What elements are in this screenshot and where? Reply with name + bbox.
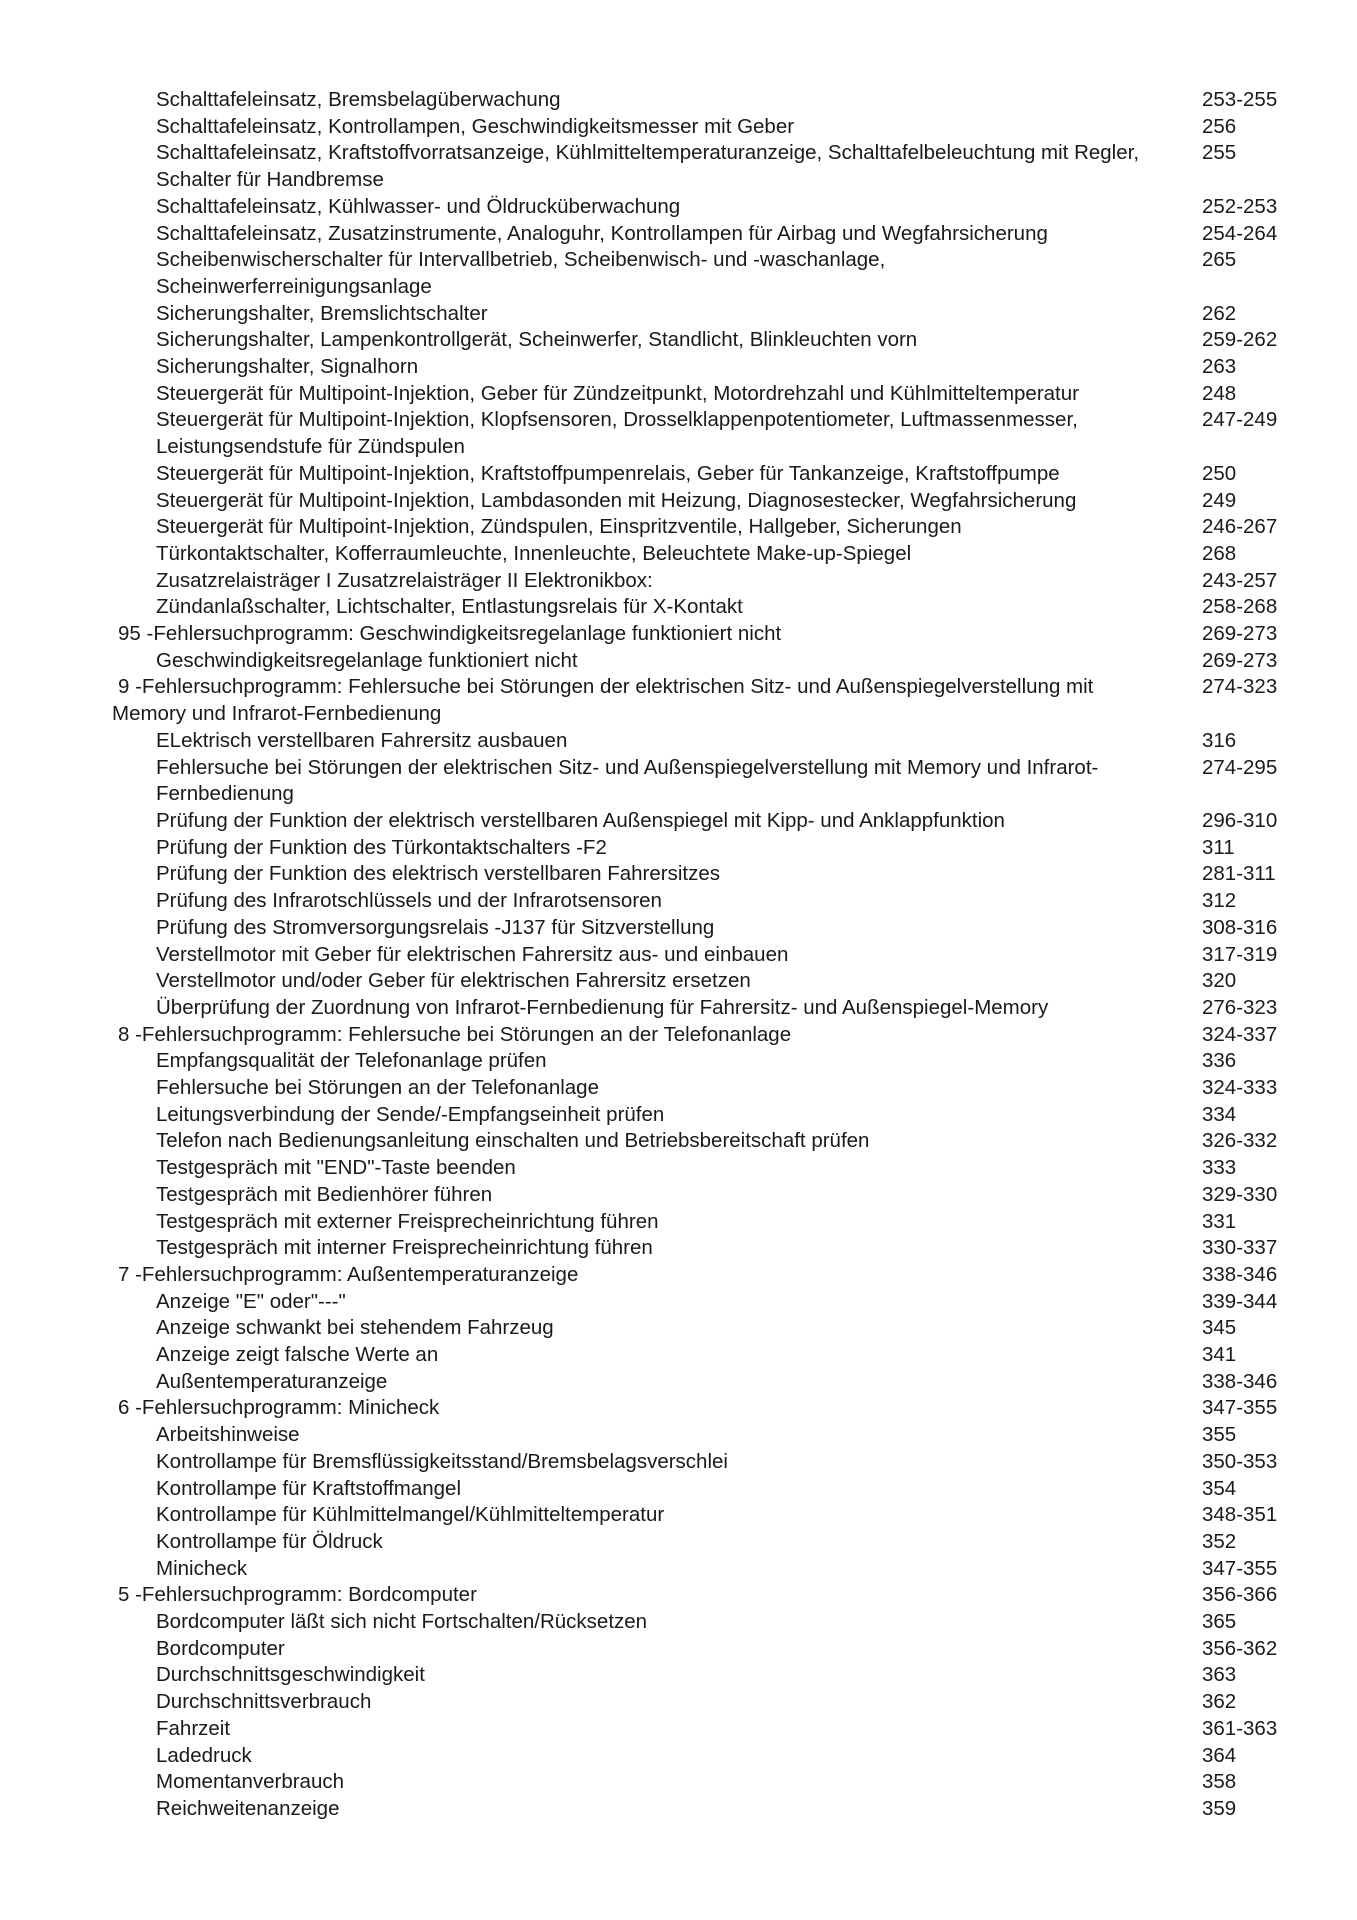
toc-page-range: 311	[1202, 835, 1235, 859]
toc-section-row	[0, 1262, 1357, 1289]
toc-entry-row	[0, 114, 1357, 141]
toc-page-range: 259-262	[1202, 328, 1278, 352]
toc-page-range: 361-363	[1202, 1716, 1278, 1740]
toc-page-range: 269-273	[1202, 648, 1278, 672]
toc-page-range: 329-330	[1202, 1182, 1278, 1206]
toc-entry-title: Zusatzrelaisträger I Zusatzrelaisträger II Elektronikbox:	[156, 568, 653, 592]
toc-entry-row	[0, 1182, 1357, 1209]
toc-entry-title: Prüfung des Stromversorgungsrelais -J137 für Sitzverstellung	[156, 915, 715, 939]
toc-page-range: 249	[1202, 488, 1237, 512]
toc-entry-row	[0, 1315, 1357, 1342]
toc-entry-row	[0, 461, 1357, 488]
toc-entry-title: Anzeige schwankt bei stehendem Fahrzeug	[156, 1316, 554, 1340]
toc-page-range: 362	[1202, 1690, 1237, 1714]
toc-section-row	[0, 621, 1357, 648]
toc-entry-row	[0, 140, 1357, 193]
toc-entry-title: Verstellmotor und/oder Geber für elektrischen Fahrersitz ersetzen	[156, 969, 751, 993]
toc-entry-title: Momentanverbrauch	[156, 1770, 345, 1794]
toc-entry-row	[0, 1289, 1357, 1316]
toc-entry-title: Steuergerät für Multipoint-Injektion, Zündspulen, Einspritzventile, Hallgeber, Sicherungen	[156, 515, 962, 539]
toc-page-range: 365	[1202, 1610, 1237, 1634]
toc-entry-title: Durchschnittsgeschwindigkeit	[156, 1663, 425, 1687]
toc-section-title: 6 -Fehlersuchprogramm: Minicheck	[118, 1396, 440, 1420]
toc-section-title: 7 -Fehlersuchprogramm: Außentemperaturanzeige	[118, 1262, 579, 1286]
toc-entry-title: Testgespräch mit externer Freisprecheinrichtung führen	[156, 1209, 659, 1233]
toc-section-row	[0, 1582, 1357, 1609]
toc-section-title: 9 -Fehlersuchprogramm: Fehlersuche bei Störungen der elektrischen Sitz- und Außenspiegelverstellung mit Memory und Infrarot-Fernbedienung	[112, 675, 1094, 726]
toc-section-row	[0, 1022, 1357, 1049]
toc-page-range: 312	[1202, 889, 1237, 913]
toc-entry-row	[0, 1609, 1357, 1636]
toc-page-range: 256	[1202, 114, 1237, 138]
toc-page-range: 359	[1202, 1797, 1237, 1820]
toc-entry-row	[0, 1048, 1357, 1075]
toc-entry-row	[0, 1689, 1357, 1716]
toc-page-range: 248	[1202, 381, 1237, 405]
toc-page-range: 338-346	[1202, 1262, 1278, 1286]
toc-entry-row	[0, 221, 1357, 248]
toc-page-range: 350-353	[1202, 1449, 1278, 1473]
toc-page-range: 258-268	[1202, 595, 1278, 619]
toc-entry-title: Kontrollampe für Öldruck	[156, 1529, 383, 1553]
toc-page-range: 274-323	[1202, 675, 1278, 699]
toc-entry-title: Anzeige "E" oder"---"	[156, 1289, 346, 1313]
toc-entry-title: Prüfung der Funktion des elektrisch verstellbaren Fahrersitzes	[156, 862, 721, 886]
toc-page-range: 252-253	[1202, 194, 1278, 218]
toc-page-range: 347-355	[1202, 1396, 1278, 1420]
toc-entry-row	[0, 942, 1357, 969]
toc-entry-title: Fehlersuche bei Störungen an der Telefonanlage	[156, 1076, 599, 1100]
toc-entry-row	[0, 1769, 1357, 1796]
toc-entry-row	[0, 1556, 1357, 1583]
toc-page-range: 356-366	[1202, 1583, 1278, 1607]
toc-entry-row	[0, 594, 1357, 621]
toc-entry-title: Ladedruck	[156, 1743, 252, 1767]
toc-entry-title: Schalttafeleinsatz, Bremsbelagüberwachung	[156, 88, 561, 111]
toc-entry-title: Fahrzeit	[156, 1716, 231, 1740]
toc-page-range: 333	[1202, 1156, 1237, 1180]
toc-entry-title: Fehlersuche bei Störungen der elektrischen Sitz- und Außenspiegelverstellung mit Memory und Infrarot-Fernbedienung	[156, 755, 1099, 806]
toc-page-range: 347-355	[1202, 1556, 1278, 1580]
toc-page-range: 320	[1202, 969, 1237, 993]
toc-page-range: 348-351	[1202, 1503, 1278, 1527]
toc-entry-row	[0, 568, 1357, 595]
toc-entry-row	[0, 354, 1357, 381]
toc-page-range: 326-332	[1202, 1129, 1278, 1153]
toc-entry-row	[0, 808, 1357, 835]
toc-page-range: 324-337	[1202, 1022, 1278, 1046]
toc-page-range: 250	[1202, 461, 1237, 485]
toc-entry-title: Schalttafeleinsatz, Zusatzinstrumente, Analoguhr, Kontrollampen für Airbag und Wegfahrsicherung	[156, 221, 1048, 245]
toc-entry-row	[0, 1449, 1357, 1476]
toc-entry-row	[0, 648, 1357, 675]
toc-page-range: 274-295	[1202, 755, 1278, 779]
toc-entry-title: Telefon nach Bedienungsanleitung einschalten und Betriebsbereitschaft prüfen	[156, 1129, 870, 1153]
toc-page-range: 324-333	[1202, 1076, 1278, 1100]
toc-page-range: 330-337	[1202, 1236, 1278, 1260]
toc-entry-row	[0, 1529, 1357, 1556]
toc-entry-row	[0, 1422, 1357, 1449]
toc-entry-row	[0, 1342, 1357, 1369]
toc-section-title: 95 -Fehlersuchprogramm: Geschwindigkeitsregelanlage funktioniert nicht	[118, 622, 782, 646]
toc-page-range: 354	[1202, 1476, 1237, 1500]
toc-page-range: 356-362	[1202, 1636, 1278, 1660]
toc-page-range: 308-316	[1202, 915, 1278, 939]
toc-entry-row	[0, 728, 1357, 755]
toc-page-range: 345	[1202, 1316, 1237, 1340]
toc-page-range: 339-344	[1202, 1289, 1278, 1313]
toc-page-range: 336	[1202, 1049, 1237, 1073]
toc-entry-row	[0, 1796, 1357, 1823]
toc-entry-row	[0, 1476, 1357, 1503]
toc-entry-title: Sicherungshalter, Signalhorn	[156, 355, 419, 379]
toc-entry-title: Türkontaktschalter, Kofferraumleuchte, Innenleuchte, Beleuchtete Make-up-Spiegel	[156, 541, 912, 565]
toc-page-range: 334	[1202, 1102, 1237, 1126]
toc-page-range: 363	[1202, 1663, 1237, 1687]
toc-page-range: 352	[1202, 1529, 1237, 1553]
toc-entry-title: Steuergerät für Multipoint-Injektion, Kraftstoffpumpenrelais, Geber für Tankanzeige, Kraftstoffpumpe	[156, 461, 1060, 485]
toc-page-range: 255	[1202, 141, 1237, 165]
toc-entry-title: Anzeige zeigt falsche Werte an	[156, 1343, 439, 1367]
toc-entry-row	[0, 247, 1357, 300]
toc-entry-title: Steuergerät für Multipoint-Injektion, Geber für Zündzeitpunkt, Motordrehzahl und Kühlmitteltemperatur	[156, 381, 1079, 405]
toc-entry-title: Arbeitshinweise	[156, 1423, 300, 1447]
toc-entry-row	[0, 1075, 1357, 1102]
toc-entry-title: Reichweitenanzeige	[156, 1797, 340, 1820]
toc-entry-row	[0, 888, 1357, 915]
toc-entry-row	[0, 514, 1357, 541]
toc-section-title: 8 -Fehlersuchprogramm: Fehlersuche bei Störungen an der Telefonanlage	[118, 1022, 792, 1046]
toc-entry-title: Scheibenwischerschalter für Intervallbetrieb, Scheibenwisch- und -waschanlage, Scheinwerferreinigungsanlage	[156, 248, 886, 298]
toc-entry-row	[0, 1235, 1357, 1262]
toc-entry-row	[0, 541, 1357, 568]
toc-entry-title: Minicheck	[156, 1556, 248, 1580]
toc-page-range: 243-257	[1202, 568, 1278, 592]
toc-entry-row	[0, 835, 1357, 862]
toc-entry-title: Schalttafeleinsatz, Kontrollampen, Geschwindigkeitsmesser mit Geber	[156, 114, 795, 138]
toc-entry-title: Außentemperaturanzeige	[156, 1369, 388, 1393]
toc-entry-title: Überprüfung der Zuordnung von Infrarot-Fernbedienung für Fahrersitz- und Außenspiegel-Memory	[156, 995, 1049, 1019]
toc-page-range: 338-346	[1202, 1369, 1278, 1393]
toc-entry-row	[0, 1209, 1357, 1236]
toc-page-range: 296-310	[1202, 808, 1278, 832]
toc-page-range: 247-249	[1202, 408, 1278, 432]
toc-entry-row	[0, 1128, 1357, 1155]
toc-entry-title: Sicherungshalter, Bremslichtschalter	[156, 301, 488, 325]
toc-entry-row	[0, 87, 1357, 114]
toc-entry-title: Bordcomputer läßt sich nicht Fortschalten/Rücksetzen	[156, 1610, 648, 1634]
toc-entry-row	[0, 381, 1357, 408]
toc-entry-row	[0, 755, 1357, 808]
toc-page-range: 331	[1202, 1209, 1237, 1233]
toc-page-range: 316	[1202, 728, 1237, 752]
toc-entry-title: Prüfung der Funktion des Türkontaktschalters -F2	[156, 835, 607, 859]
toc-entry-row	[0, 1369, 1357, 1396]
toc-entry-row	[0, 968, 1357, 995]
toc-entry-row	[0, 1716, 1357, 1743]
toc-entry-title: Kontrollampe für Kühlmittelmangel/Kühlmitteltemperatur	[156, 1503, 665, 1527]
toc-section-title: 5 -Fehlersuchprogramm: Bordcomputer	[118, 1583, 477, 1607]
toc-entry-title: Testgespräch mit Bedienhörer führen	[156, 1182, 493, 1206]
toc-entry-row	[0, 1743, 1357, 1770]
toc-entry-title: Sicherungshalter, Lampenkontrollgerät, Scheinwerfer, Standlicht, Blinkleuchten vorn	[156, 328, 918, 352]
toc-entry-row	[0, 1502, 1357, 1529]
toc-entry-row	[0, 301, 1357, 328]
toc-entry-row	[0, 407, 1357, 460]
toc-entry-title: Schalttafeleinsatz, Kühlwasser- und Öldrucküberwachung	[156, 194, 681, 218]
toc-entry-title: Prüfung der Funktion der elektrisch verstellbaren Außenspiegel mit Kipp- und Anklappfunktion	[156, 808, 1005, 832]
toc-entry-title: Schalttafeleinsatz, Kraftstoffvorratsanzeige, Kühlmitteltemperaturanzeige, Schalttafelbeleuchtung mit Regler, Schalter für Handbremse	[156, 141, 1140, 192]
toc-entry-title: Geschwindigkeitsregelanlage funktioniert nicht	[156, 648, 578, 672]
toc-entry-title: Kontrollampe für Bremsflüssigkeitsstand/Bremsbelagsverschlei	[156, 1449, 728, 1473]
toc-entry-title: Empfangsqualität der Telefonanlage prüfen	[156, 1049, 547, 1073]
toc-entry-row	[0, 995, 1357, 1022]
toc-page-range: 263	[1202, 355, 1237, 379]
toc-page-range: 269-273	[1202, 622, 1278, 646]
toc-entry-row	[0, 915, 1357, 942]
toc-entry-row	[0, 1662, 1357, 1689]
toc-entry-title: Testgespräch mit "END"-Taste beenden	[156, 1156, 516, 1180]
toc-entry-title: Kontrollampe für Kraftstoffmangel	[156, 1476, 461, 1500]
toc-entry-title: Zündanlaßschalter, Lichtschalter, Entlastungsrelais für X-Kontakt	[156, 595, 743, 619]
toc-entry-title: Steuergerät für Multipoint-Injektion, Lambdasonden mit Heizung, Diagnosestecker, Wegfahrsicherung	[156, 488, 1077, 512]
toc-entry-title: Bordcomputer	[156, 1636, 285, 1660]
toc-page-range: 254-264	[1202, 221, 1278, 245]
toc-entry-title: Testgespräch mit interner Freisprecheinrichtung führen	[156, 1236, 653, 1260]
toc-page-range: 341	[1202, 1343, 1237, 1367]
toc-entry-row	[0, 194, 1357, 221]
toc-page-range: 246-267	[1202, 515, 1278, 539]
toc-entry-row	[0, 1155, 1357, 1182]
toc-entry-title: Prüfung des Infrarotschlüssels und der Infrarotsensoren	[156, 889, 662, 913]
toc-page-range: 358	[1202, 1770, 1237, 1794]
toc-entry-title: ELektrisch verstellbaren Fahrersitz ausbauen	[156, 728, 568, 752]
toc-section-row	[0, 674, 1357, 727]
toc-entry-title: Verstellmotor mit Geber für elektrischen Fahrersitz aus- und einbauen	[156, 942, 789, 966]
toc-page-range: 265	[1202, 248, 1237, 272]
toc-page-range: 253-255	[1202, 88, 1278, 111]
toc-entry-row	[0, 488, 1357, 515]
toc-entry-title: Leitungsverbindung der Sende/-Empfangseinheit prüfen	[156, 1102, 665, 1126]
toc-section-row	[0, 1395, 1357, 1422]
toc-page-range: 317-319	[1202, 942, 1278, 966]
toc-page-range: 262	[1202, 301, 1237, 325]
toc-page-range: 276-323	[1202, 995, 1278, 1019]
toc-entry-row	[0, 861, 1357, 888]
toc-page-range: 364	[1202, 1743, 1237, 1767]
toc-page-range: 281-311	[1202, 862, 1276, 886]
table-of-contents	[0, 87, 1357, 1823]
toc-entry-row	[0, 327, 1357, 354]
toc-entry-row	[0, 1102, 1357, 1129]
toc-page-range: 355	[1202, 1423, 1237, 1447]
toc-page-range: 268	[1202, 541, 1237, 565]
toc-entry-title: Steuergerät für Multipoint-Injektion, Klopfsensoren, Drosselklappenpotentiometer, Luftmassenmesser, Leistungsendstufe für Zündspulen	[156, 408, 1078, 459]
toc-entry-row	[0, 1636, 1357, 1663]
toc-entry-title: Durchschnittsverbrauch	[156, 1690, 372, 1714]
